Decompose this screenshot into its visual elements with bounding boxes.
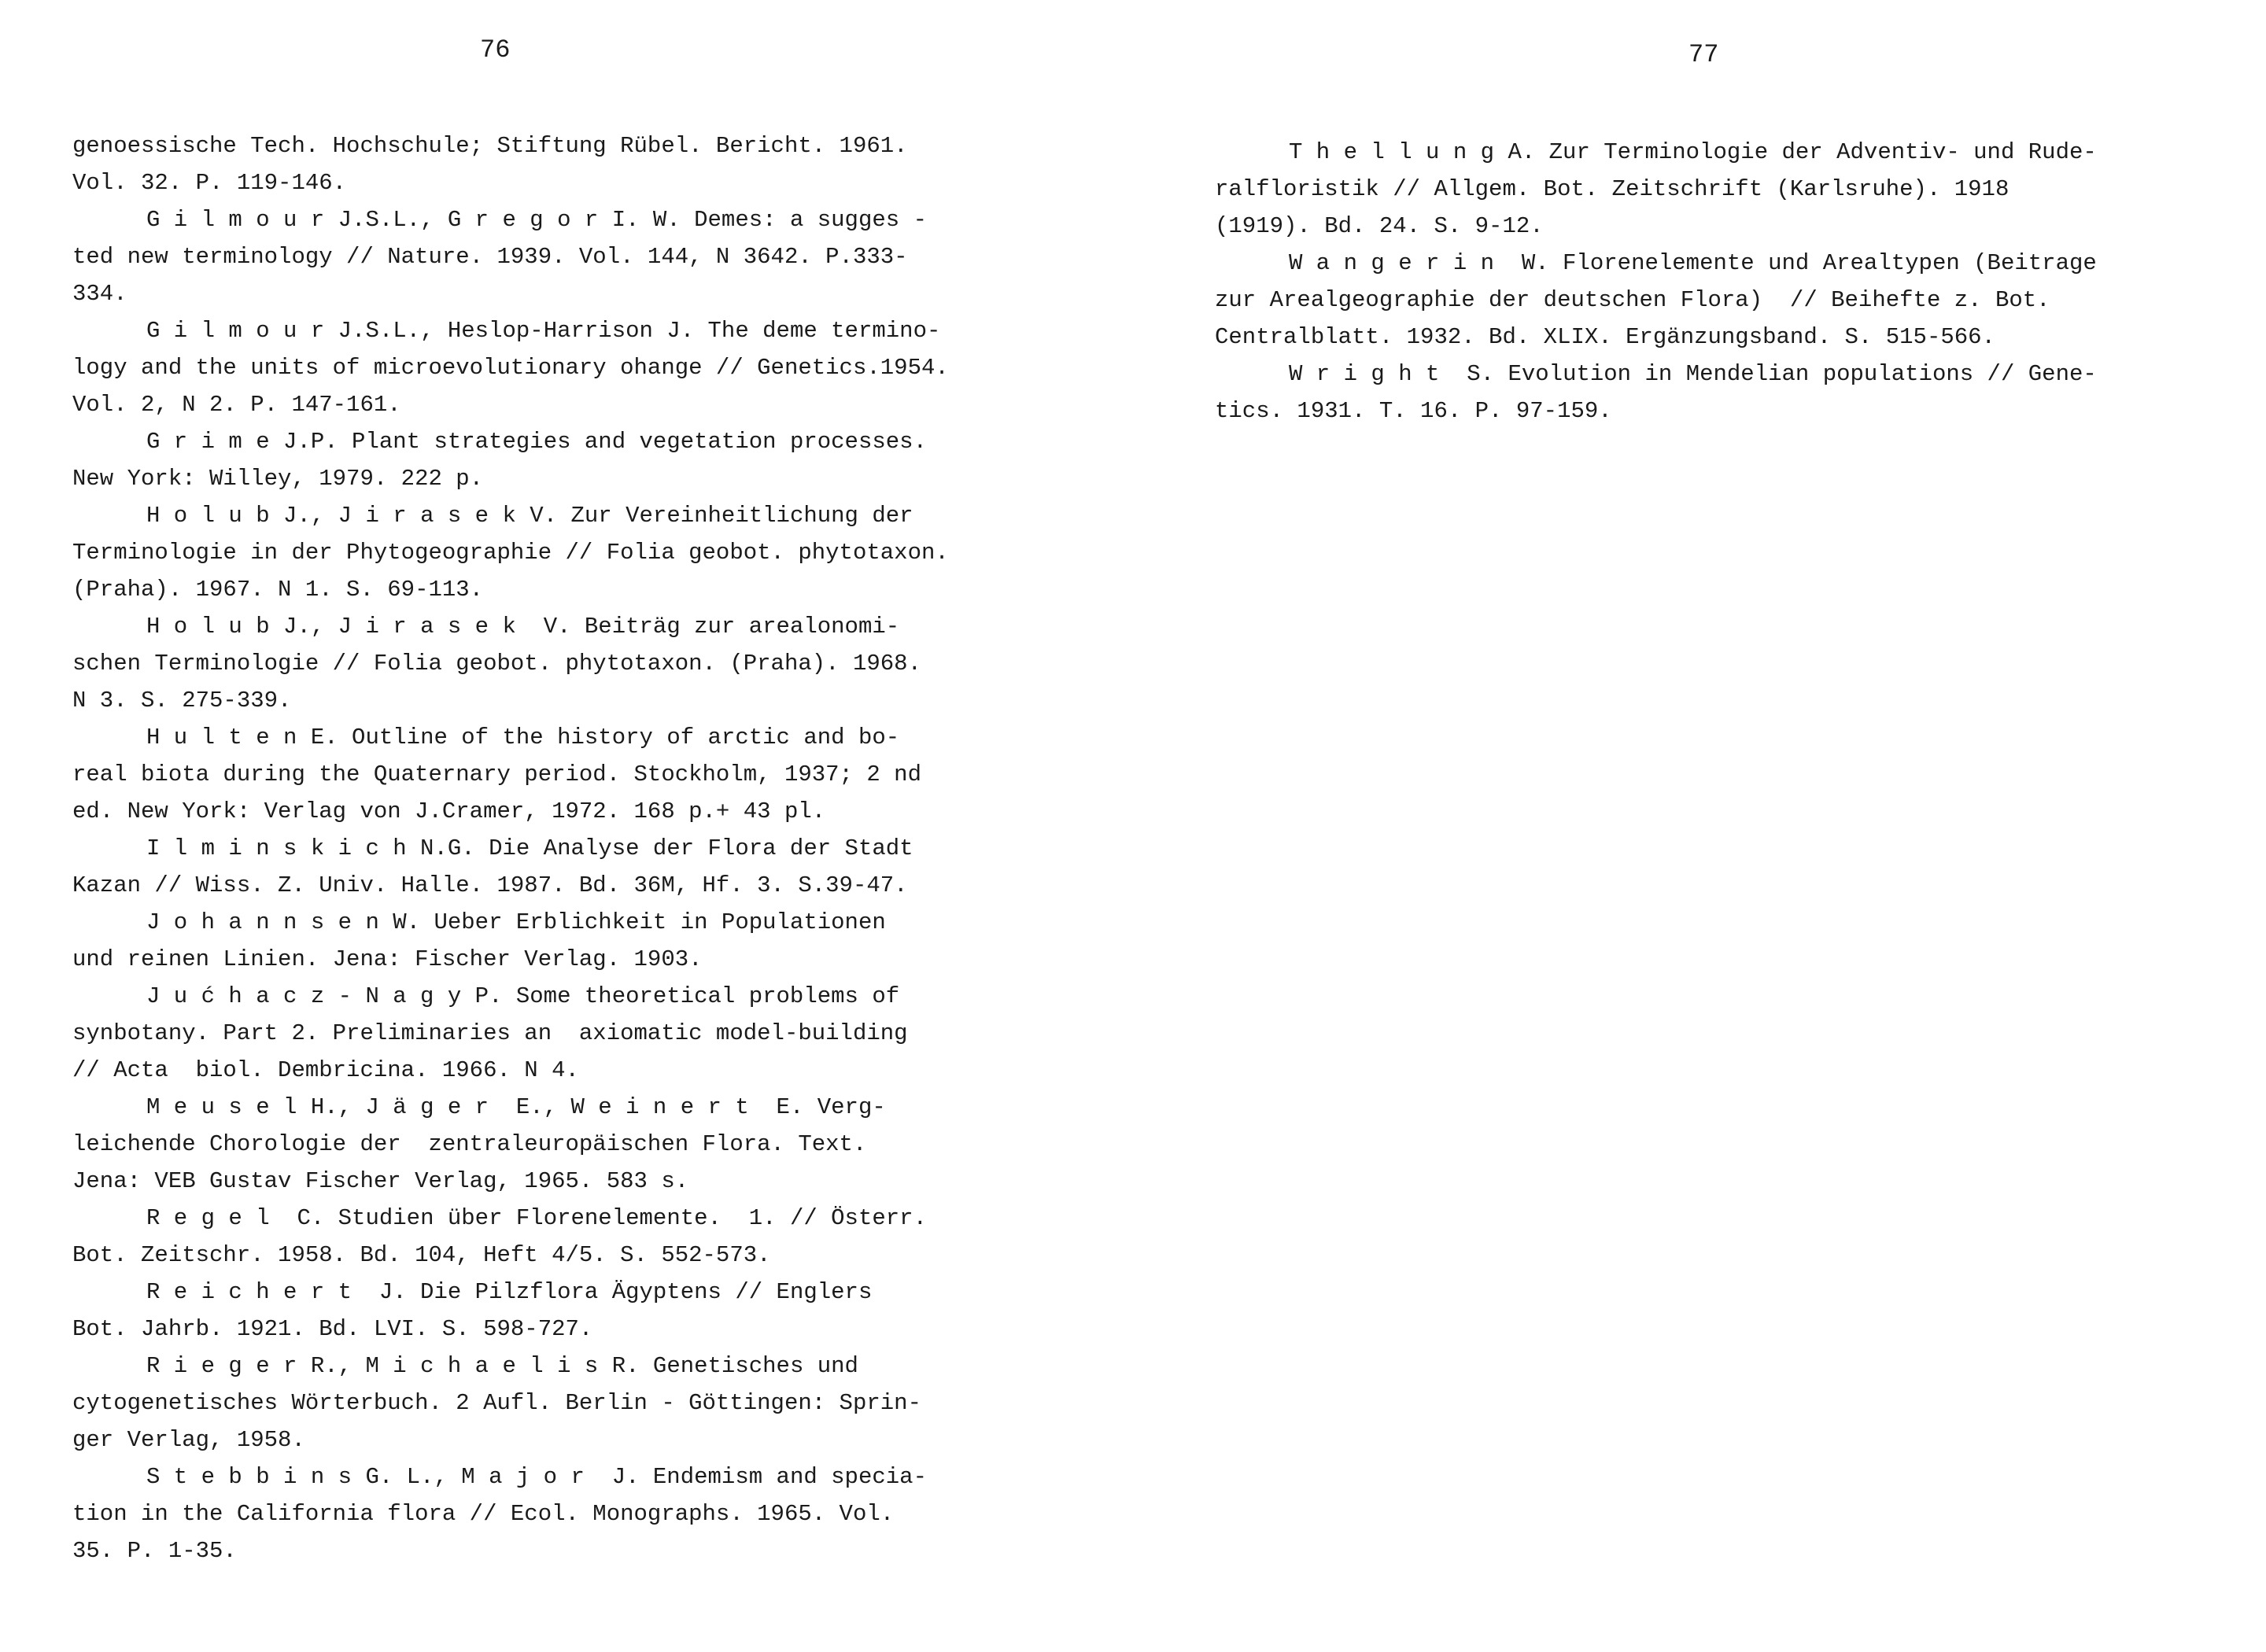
entry-line bbox=[1215, 393, 2198, 430]
entry-author: R e i c h e r t bbox=[146, 1279, 352, 1305]
bibliography-entry bbox=[72, 608, 1056, 719]
entry-text: Centralblatt. 1932. Bd. XLIX. Ergänzungsband. S. 515-566. bbox=[1215, 324, 1995, 350]
entry-line bbox=[72, 275, 1056, 312]
entry-text: N.G. Die Analyse der Flora der Stadt bbox=[406, 835, 913, 861]
entry-line bbox=[72, 719, 1056, 756]
entry-line bbox=[1215, 171, 2198, 208]
entry-line bbox=[72, 793, 1056, 830]
entry-text: N 3. S. 275-339. bbox=[72, 688, 292, 714]
entry-line bbox=[72, 164, 1056, 201]
bibliography-list-left bbox=[72, 127, 1056, 1569]
entry-text: R., M i c h a e l i s R. Genetisches und bbox=[297, 1353, 858, 1379]
entry-text: G. L., M a j o r J. Endemism and specia- bbox=[352, 1464, 927, 1490]
entry-text: C. Studien über Florenelemente. 1. // Österr. bbox=[269, 1205, 927, 1231]
entry-author: I l m i n s k i c h bbox=[146, 835, 407, 861]
entry-text: synbotany. Part 2. Preliminaries an axiomatic model-building bbox=[72, 1020, 908, 1046]
entry-text: J.S.L., Heslop-Harrison J. The deme termino- bbox=[324, 318, 941, 344]
entry-line bbox=[72, 941, 1056, 978]
entry-text: ger Verlag, 1958. bbox=[72, 1427, 305, 1453]
bibliography-entry bbox=[72, 201, 1056, 312]
entry-text: und reinen Linien. Jena: Fischer Verlag. 1903. bbox=[72, 946, 703, 972]
bibliography-entry bbox=[72, 1200, 1056, 1274]
entry-author: G i l m o u r bbox=[146, 318, 325, 344]
bibliography-entry bbox=[1215, 356, 2198, 430]
entry-author: M e u s e l bbox=[146, 1094, 297, 1120]
entry-line bbox=[72, 534, 1056, 571]
entry-text: logy and the units of microevolutionary ohange // Genetics.1954. bbox=[72, 355, 949, 381]
bibliography-entry bbox=[72, 127, 1056, 201]
entry-text: W. Florenelemente und Arealtypen (Beitrage bbox=[1494, 250, 2097, 276]
entry-line bbox=[72, 460, 1056, 497]
entry-text: E. Outline of the history of arctic and bo- bbox=[297, 725, 900, 750]
entry-line bbox=[72, 312, 1056, 349]
entry-line bbox=[72, 1532, 1056, 1569]
entry-text: ted new terminology // Nature. 1939. Vol. 144, N 3642. P.333- bbox=[72, 244, 908, 270]
entry-line bbox=[72, 571, 1056, 608]
entry-text: tics. 1931. T. 16. P. 97-159. bbox=[1215, 398, 1612, 424]
entry-text: Jena: VEB Gustav Fischer Verlag, 1965. 583 s. bbox=[72, 1168, 689, 1194]
entry-line bbox=[72, 497, 1056, 534]
entry-line bbox=[72, 386, 1056, 423]
entry-text: tion in the California flora // Ecol. Monographs. 1965. Vol. bbox=[72, 1501, 895, 1527]
entry-line bbox=[72, 201, 1056, 238]
bibliography-entry bbox=[72, 719, 1056, 830]
entry-line bbox=[72, 1237, 1056, 1274]
entry-line bbox=[72, 756, 1056, 793]
entry-line bbox=[72, 1458, 1056, 1495]
entry-line bbox=[72, 1311, 1056, 1348]
entry-line bbox=[72, 127, 1056, 164]
entry-text: J.S.L., G r e g o r I. W. Demes: a sugges - bbox=[324, 207, 927, 233]
entry-line bbox=[72, 1385, 1056, 1422]
entry-text: J., J i r a s e k V. Zur Vereinheitlichung der bbox=[269, 503, 913, 529]
entry-text: P. Some theoretical problems of bbox=[461, 983, 900, 1009]
entry-line bbox=[72, 978, 1056, 1015]
bibliography-list-right bbox=[1215, 134, 2198, 430]
entry-line bbox=[72, 1163, 1056, 1200]
entry-author: W a n g e r i n bbox=[1289, 250, 1495, 276]
entry-line bbox=[72, 349, 1056, 386]
bibliography-entry bbox=[1215, 134, 2198, 245]
entry-line bbox=[1215, 134, 2198, 171]
entry-text: Bot. Zeitschr. 1958. Bd. 104, Heft 4/5. S. 552-573. bbox=[72, 1242, 771, 1268]
page-number-right: 77 bbox=[1688, 40, 1719, 69]
bibliography-entry bbox=[72, 1274, 1056, 1348]
bibliography-entry bbox=[72, 497, 1056, 608]
entry-text: zur Arealgeographie der deutschen Flora) // Beihefte z. Bot. bbox=[1215, 287, 2050, 313]
bibliography-entry bbox=[72, 423, 1056, 497]
entry-line bbox=[72, 608, 1056, 645]
entry-text: Kazan // Wiss. Z. Univ. Halle. 1987. Bd. 36M, Hf. 3. S.39-47. bbox=[72, 872, 908, 898]
entry-line bbox=[72, 1422, 1056, 1458]
entry-author: J u ć h a c z - N a g y bbox=[146, 983, 462, 1009]
entry-author: H o l u b bbox=[146, 614, 270, 640]
right-page bbox=[1133, 0, 2266, 1652]
entry-text: ed. New York: Verlag von J.Cramer, 1972. 168 p.+ 43 pl. bbox=[72, 798, 826, 824]
entry-line bbox=[72, 1052, 1056, 1089]
entry-line bbox=[1215, 319, 2198, 356]
entry-author: T h e l l u n g bbox=[1289, 139, 1495, 165]
bibliography-entry bbox=[72, 1458, 1056, 1569]
entry-text: // Acta biol. Dembricina. 1966. N 4. bbox=[72, 1057, 579, 1083]
entry-text: 334. bbox=[72, 281, 127, 307]
entry-line bbox=[72, 645, 1056, 682]
entry-line bbox=[72, 238, 1056, 275]
entry-line bbox=[72, 1089, 1056, 1126]
entry-author: S t e b b i n s bbox=[146, 1464, 352, 1490]
entry-line bbox=[72, 1274, 1056, 1311]
entry-text: S. Evolution in Mendelian populations // Gene- bbox=[1439, 361, 2097, 387]
bibliography-entry bbox=[72, 1348, 1056, 1458]
entry-line bbox=[72, 1200, 1056, 1237]
entry-author: R i e g e r bbox=[146, 1353, 297, 1379]
entry-author: W r i g h t bbox=[1289, 361, 1440, 387]
entry-line bbox=[72, 1348, 1056, 1385]
bibliography-entry bbox=[72, 830, 1056, 904]
bibliography-entry bbox=[72, 1089, 1056, 1200]
entry-line bbox=[72, 682, 1056, 719]
entry-text: Bot. Jahrb. 1921. Bd. LVI. S. 598-727. bbox=[72, 1316, 593, 1342]
entry-text: Vol. 32. P. 119-146. bbox=[72, 170, 347, 196]
entry-text: (1919). Bd. 24. S. 9-12. bbox=[1215, 213, 1544, 239]
entry-text: genoessische Tech. Hochschule; Stiftung Rübel. Bericht. 1961. bbox=[72, 133, 908, 159]
bibliography-entry bbox=[72, 312, 1056, 423]
entry-text: J., J i r a s e k V. Beiträg zur arealonomi- bbox=[269, 614, 900, 640]
entry-text: J. Die Pilzflora Ägyptens // Englers bbox=[352, 1279, 873, 1305]
entry-line bbox=[72, 1126, 1056, 1163]
entry-text: W. Ueber Erblichkeit in Populationen bbox=[378, 909, 886, 935]
entry-line bbox=[1215, 356, 2198, 393]
entry-text: (Praha). 1967. N 1. S. 69-113. bbox=[72, 577, 484, 603]
entry-line bbox=[72, 423, 1056, 460]
entry-author: H u l t e n bbox=[146, 725, 297, 750]
entry-author: H o l u b bbox=[146, 503, 270, 529]
entry-text: 35. P. 1-35. bbox=[72, 1538, 237, 1564]
page-number-left: 76 bbox=[480, 35, 511, 65]
entry-text: H., J ä g e r E., W e i n e r t E. Verg- bbox=[297, 1094, 886, 1120]
entry-text: schen Terminologie // Folia geobot. phytotaxon. (Praha). 1968. bbox=[72, 651, 921, 677]
entry-line bbox=[1215, 245, 2198, 282]
entry-text: Terminologie in der Phytogeographie // Folia geobot. phytotaxon. bbox=[72, 540, 949, 566]
entry-text: ralfloristik // Allgem. Bot. Zeitschrift (Karlsruhe). 1918 bbox=[1215, 176, 2010, 202]
entry-line bbox=[1215, 208, 2198, 245]
entry-text: A. Zur Terminologie der Adventiv- und Rude- bbox=[1494, 139, 2097, 165]
entry-text: New York: Willey, 1979. 222 p. bbox=[72, 466, 484, 492]
entry-text: leichende Chorologie der zentraleuropäischen Flora. Text. bbox=[72, 1131, 867, 1157]
entry-line bbox=[72, 904, 1056, 941]
bibliography-entry bbox=[72, 978, 1056, 1089]
entry-text: cytogenetisches Wörterbuch. 2 Aufl. Berlin - Göttingen: Sprin- bbox=[72, 1390, 921, 1416]
bibliography-entry bbox=[1215, 245, 2198, 356]
entry-line bbox=[72, 867, 1056, 904]
entry-line bbox=[1215, 282, 2198, 319]
entry-text: real biota during the Quaternary period. Stockholm, 1937; 2 nd bbox=[72, 761, 921, 787]
entry-author: R e g e l bbox=[146, 1205, 270, 1231]
entry-line bbox=[72, 1015, 1056, 1052]
entry-text: J.P. Plant strategies and vegetation processes. bbox=[269, 429, 927, 455]
entry-line bbox=[72, 1495, 1056, 1532]
entry-author: G i l m o u r bbox=[146, 207, 325, 233]
entry-author: G r i m e bbox=[146, 429, 270, 455]
bibliography-entry bbox=[72, 904, 1056, 978]
entry-author: J o h a n n s e n bbox=[146, 909, 379, 935]
entry-line bbox=[72, 830, 1056, 867]
entry-text: Vol. 2, N 2. P. 147-161. bbox=[72, 392, 401, 418]
